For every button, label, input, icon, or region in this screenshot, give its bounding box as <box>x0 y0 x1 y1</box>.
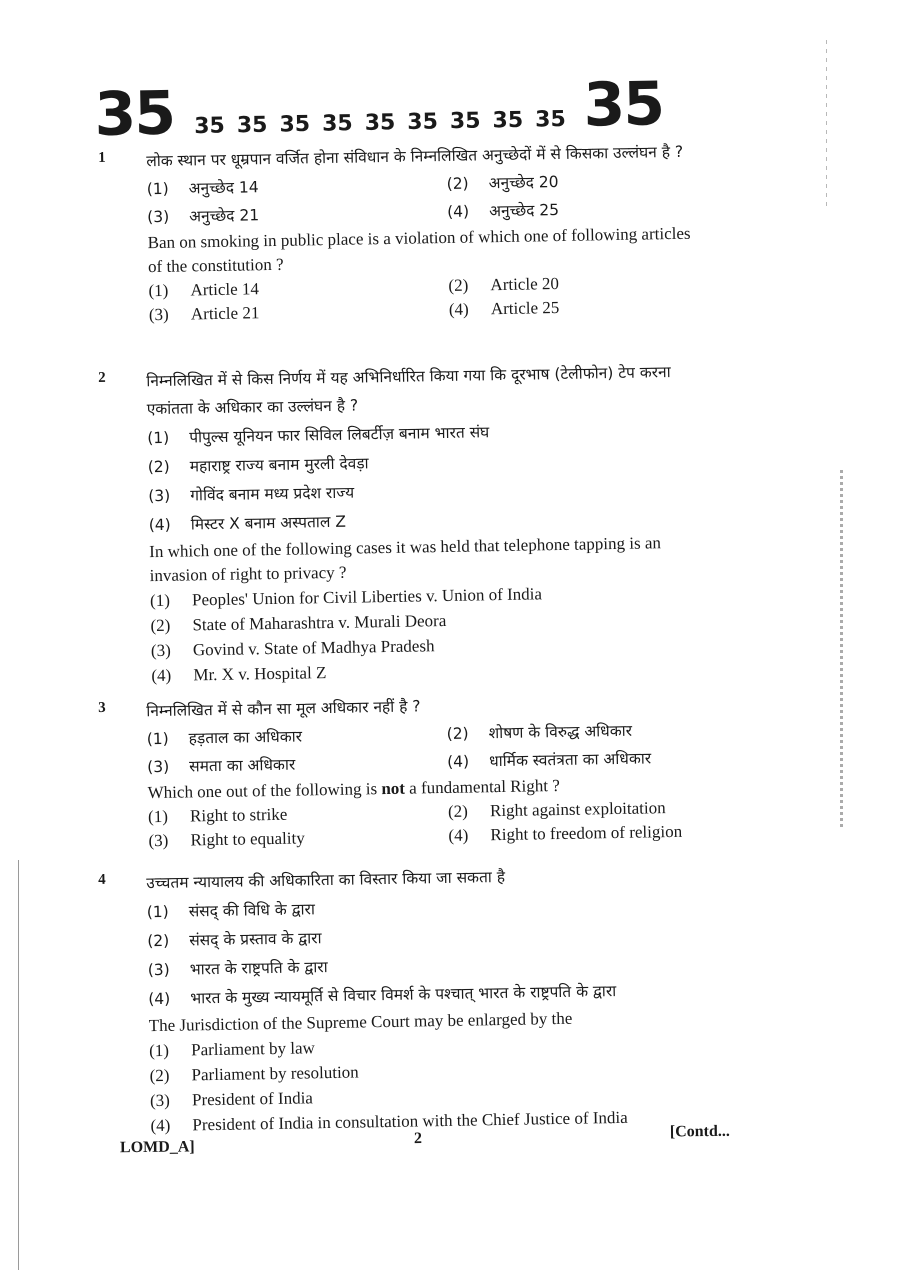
option: (2) अनुच्छेद 20 <box>446 173 559 193</box>
option: (1) Peoples' Union for Civil Liberties v. Union of India <box>149 584 543 611</box>
question-number: 2 <box>98 369 106 387</box>
option: (2) Right against exploitation <box>447 798 666 821</box>
question-text-hindi: निम्नलिखित में से कौन सा मूल अधिकार नहीं है ? <box>146 697 421 721</box>
booklet-code-list <box>194 107 566 140</box>
option: (2) Parliament by resolution <box>149 1062 359 1086</box>
booklet-code-small: 35 <box>492 107 524 134</box>
option: (4) भारत के मुख्य न्यायमूर्ति से विचार विमर्श के पश्चात् भारत के राष्ट्रपति के द्वारा <box>148 982 617 1009</box>
scan-edge-noise-top <box>826 40 827 210</box>
binding-rule <box>18 860 19 1270</box>
option: (1) अनुच्छेद 14 <box>146 178 259 199</box>
option: (1) Parliament by law <box>148 1038 316 1061</box>
option: (3) अनुच्छेद 21 <box>147 206 260 227</box>
option: (2) State of Maharashtra v. Murali Deora <box>150 610 447 636</box>
option: (4) धार्मिक स्वतंत्रता का अधिकार <box>447 749 652 771</box>
option: (4) President of India in consultation with the Chief Justice of India <box>150 1107 628 1136</box>
question-text-english: The Jurisdiction of the Supreme Court may be enlarged by the <box>148 1008 573 1036</box>
option: (3) Article 21 <box>148 303 260 325</box>
option: (2) Article 20 <box>448 274 560 295</box>
question-text-english: Ban on smoking in public place is a violation of which one of following articles of the constitution ? <box>147 223 691 277</box>
options-hindi <box>146 165 721 231</box>
option: (3) समता का अधिकार <box>147 755 296 777</box>
options-english <box>149 1029 725 1138</box>
page-number: 2 <box>413 1130 423 1148</box>
question-text-english: In which one of the following cases it was held that telephone tapping is an invasion of right to privacy ? <box>149 533 662 586</box>
booklet-code-small: 35 <box>449 108 481 135</box>
question-4 <box>100 859 725 1140</box>
option: (3) Right to equality <box>148 828 305 851</box>
booklet-code-small: 35 <box>236 112 268 139</box>
option: (3) President of India <box>149 1088 314 1111</box>
booklet-series-code: LOMD_A] <box>119 1138 195 1157</box>
scan-edge-noise <box>840 470 843 830</box>
question-text-hindi: उच्चतम न्यायालय की अधिकारिता का विस्तार किया जा सकता है <box>146 867 506 893</box>
option: (1) Right to strike <box>147 804 288 827</box>
booklet-code-row <box>93 68 715 150</box>
booklet-code-right: 35 <box>582 69 664 141</box>
question-text-hindi: लोक स्थान पर धूम्रपान वर्जित होना संविधान के निम्नलिखित अनुच्छेदों में से किसका उल्लंघन है ? <box>146 142 684 171</box>
booklet-code-small: 35 <box>534 106 567 133</box>
option: (4) मिस्टर X बनाम अस्पताल Z <box>148 512 347 535</box>
question-number: 4 <box>98 871 106 889</box>
option: (2) शोषण के विरुद्ध अधिकार <box>446 721 633 743</box>
option: (3) Govind v. State of Madhya Pradesh <box>150 636 435 661</box>
question-text-hindi: निम्नलिखित में से किस निर्णय में यह अभिनिर्धारित किया गया कि दूरभाष (टेलीफोन) टेप करना एकांतता के अधिकार का उल्लंघन है ? <box>146 363 671 419</box>
question-2 <box>100 357 726 690</box>
options-english <box>148 795 723 853</box>
booklet-code-small: 35 <box>321 111 353 137</box>
option: (3) भारत के राष्ट्रपति के द्वारा <box>147 958 328 980</box>
question-number: 1 <box>98 149 106 167</box>
booklet-code-small: 35 <box>193 113 226 140</box>
option: (4) Mr. X v. Hospital Z <box>151 663 327 686</box>
options-hindi <box>146 715 721 781</box>
emphasis-not: not <box>381 778 406 799</box>
option: (1) Article 14 <box>148 279 260 301</box>
continued-marker: [Contd... <box>669 1122 730 1141</box>
option: (1) पीपुल्स यूनियन फार सिविल लिबर्टीज़ बनाम भारत संघ <box>147 423 490 448</box>
question-number: 3 <box>98 699 106 717</box>
question-1 <box>100 137 723 328</box>
options-hindi <box>146 888 722 1013</box>
options-hindi <box>147 414 723 539</box>
option: (4) अनुच्छेद 25 <box>447 200 560 221</box>
booklet-code-small: 35 <box>364 110 396 136</box>
question-text-english: Which one out of the following is not a fundamental Right ? <box>147 775 560 803</box>
question-3 <box>100 687 723 854</box>
booklet-code-left: 35 <box>93 78 175 150</box>
page-footer <box>119 1122 730 1163</box>
booklet-code-small: 35 <box>407 109 439 135</box>
option: (1) हड़ताल का अधिकार <box>146 727 303 749</box>
option: (3) गोविंद बनाम मध्य प्रदेश राज्य <box>148 483 355 506</box>
options-english <box>150 579 726 688</box>
booklet-code-small: 35 <box>279 111 311 138</box>
option: (2) महाराष्ट्र राज्य बनाम मुरली देवड़ा <box>147 454 369 477</box>
option: (4) Article 25 <box>448 298 560 319</box>
option: (2) संसद् के प्रस्ताव के द्वारा <box>147 929 322 951</box>
option: (1) संसद् की विधि के द्वारा <box>146 900 316 922</box>
options-english <box>148 269 723 327</box>
option: (4) Right to freedom of religion <box>448 821 683 845</box>
